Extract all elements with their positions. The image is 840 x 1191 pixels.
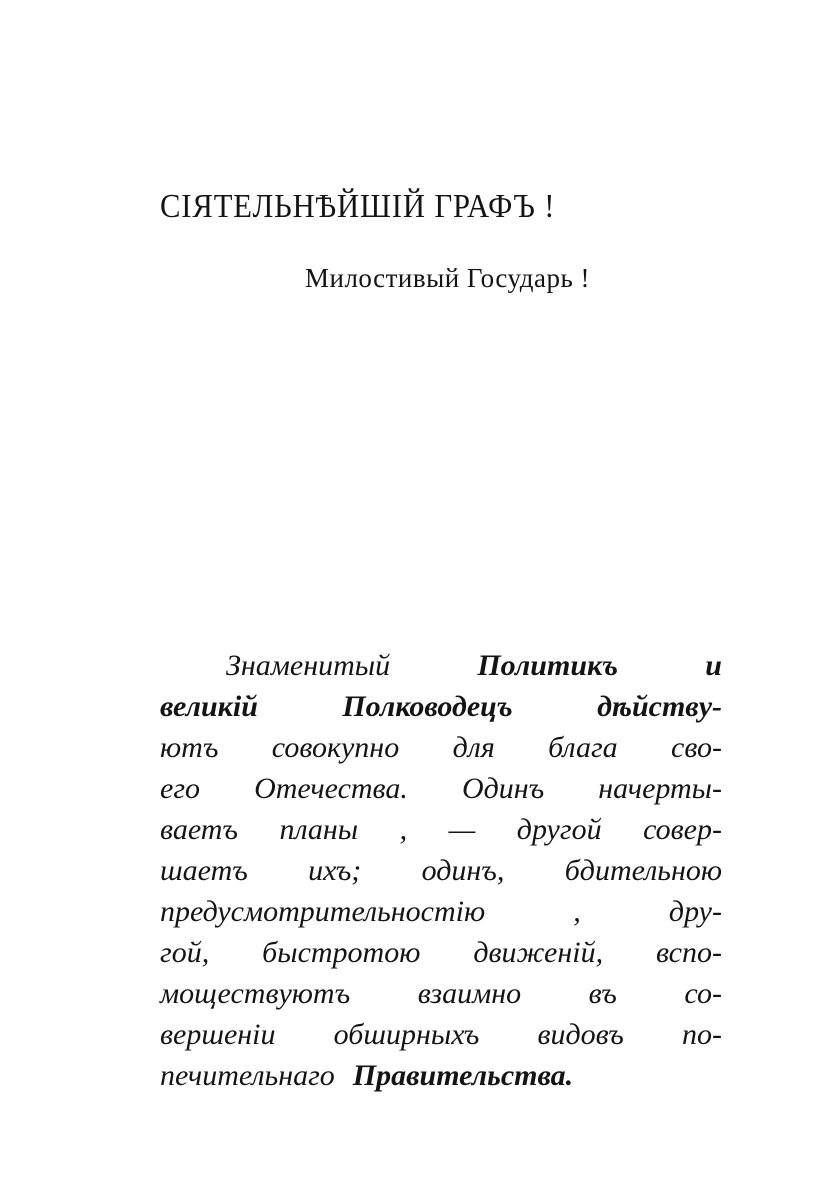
text-line xyxy=(160,932,722,973)
word: планы xyxy=(279,813,359,846)
word: , xyxy=(399,813,408,846)
word: гой, xyxy=(160,936,210,969)
word: дѣйству- xyxy=(597,690,722,723)
word: одинъ, xyxy=(421,854,505,887)
word: совокупно xyxy=(271,731,400,764)
word: великій xyxy=(160,690,258,723)
word: блага xyxy=(548,731,618,764)
dedication-title: СІЯТЕЛЬНѢЙШІЙ ГРАФЪ ! xyxy=(160,188,556,225)
word: Правительства. xyxy=(352,1059,574,1092)
word: со- xyxy=(684,977,722,1010)
word: предусмотрительностію xyxy=(160,895,486,928)
word: , xyxy=(573,895,581,928)
word: его xyxy=(160,772,201,805)
word: начерты- xyxy=(598,772,722,805)
word: быстротою xyxy=(262,936,421,969)
word: Политикъ xyxy=(477,649,619,682)
text-line xyxy=(160,1014,722,1055)
word: другой xyxy=(516,813,602,846)
word: вспо- xyxy=(656,936,722,969)
word: въ xyxy=(588,977,617,1010)
word: дру- xyxy=(668,895,722,928)
word: для xyxy=(452,731,495,764)
salutation: Милостивый Государь ! xyxy=(305,263,591,293)
body-paragraph xyxy=(160,645,722,1096)
word: Знаменитый xyxy=(226,649,391,682)
text-line xyxy=(160,686,722,727)
text-line xyxy=(160,850,722,891)
word: Одинъ xyxy=(461,772,545,805)
word: взаимно xyxy=(417,977,522,1010)
word: обширныхъ xyxy=(333,1018,480,1051)
word: бдительною xyxy=(564,854,722,887)
word: движеній, xyxy=(473,936,604,969)
word: и xyxy=(705,649,722,682)
text-line xyxy=(160,727,722,768)
word: шаетъ xyxy=(160,854,248,887)
text-line xyxy=(160,891,722,932)
word: видовъ xyxy=(537,1018,624,1051)
word: Отечества. xyxy=(254,772,408,805)
word: сво- xyxy=(671,731,722,764)
word: печительнаго xyxy=(160,1059,335,1092)
word: вершеніи xyxy=(160,1018,276,1051)
text-line xyxy=(160,645,722,686)
word: ихъ; xyxy=(308,854,362,887)
text-line xyxy=(160,1055,722,1096)
word: ютъ xyxy=(160,731,219,764)
word: ваетъ xyxy=(160,813,238,846)
word: по- xyxy=(682,1018,722,1051)
word: совер- xyxy=(643,813,722,846)
word: — xyxy=(448,813,476,846)
text-line xyxy=(160,809,722,850)
text-line xyxy=(160,768,722,809)
text-line xyxy=(160,973,722,1014)
word: Полководецъ xyxy=(342,690,513,723)
word: моществуютъ xyxy=(160,977,351,1010)
